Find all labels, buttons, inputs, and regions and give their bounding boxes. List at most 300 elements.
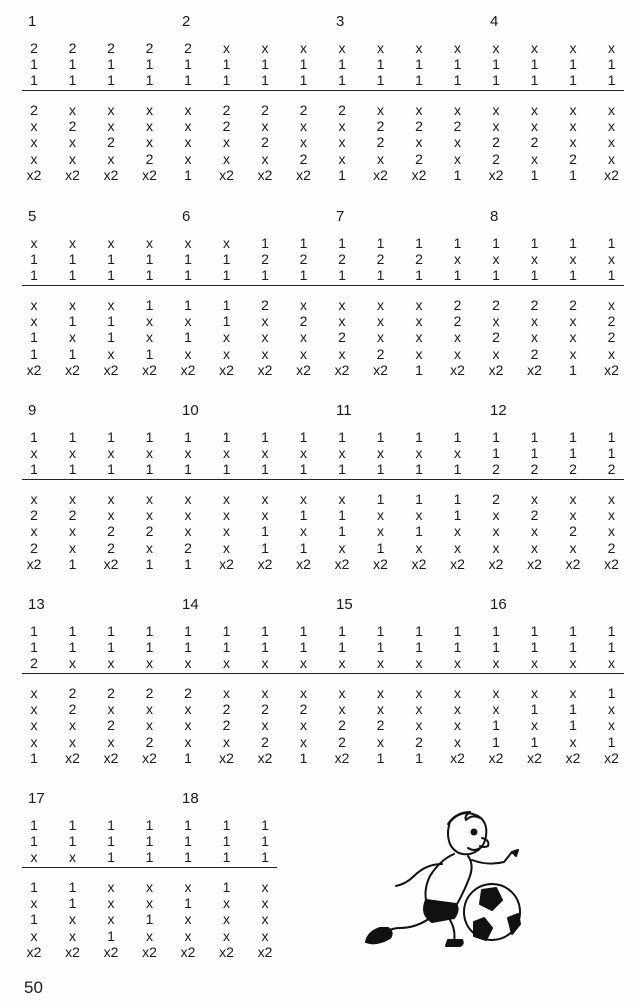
variant-sign-cell: x xyxy=(569,345,577,362)
variant-sign-cell: x xyxy=(338,297,346,313)
system-block xyxy=(0,209,640,399)
variant-sign-cell: x xyxy=(300,134,307,151)
variant-sign-cell: 2 xyxy=(338,102,346,118)
fixed-sign-cell: 1 xyxy=(184,267,192,284)
fixed-sign-cell: 1 xyxy=(145,849,154,866)
variant-sign-cell: x xyxy=(261,491,269,507)
fixed-sign-cell: 1 xyxy=(30,72,38,89)
fixed-sign-cell: 1 xyxy=(492,72,500,89)
variant-sign-cell: x xyxy=(569,313,577,330)
variant-sign-cell: 2 xyxy=(530,507,539,524)
fixed-sign-cell: x xyxy=(261,655,269,672)
fixed-sign-cell: x xyxy=(69,235,76,251)
fixed-sign-cell: 1 xyxy=(415,235,423,251)
fixed-sign-cell: 1 xyxy=(338,56,346,73)
fixed-sign-cell: 1 xyxy=(415,72,423,89)
variant-sign-cell: x xyxy=(107,150,115,167)
fixed-sign-cell: 1 xyxy=(222,623,231,639)
variant-sign-cell: x2 xyxy=(373,361,388,378)
variant-sign-cell: 2 xyxy=(299,150,308,167)
variant-sign-cell: x xyxy=(531,491,538,507)
variant-sign-cell: x xyxy=(223,345,230,362)
variant-sign-cell: x xyxy=(492,313,500,330)
variant-sign-cell: 1 xyxy=(338,523,346,540)
variant-sign-cell: x2 xyxy=(527,361,542,378)
variant-sign-cell: 1 xyxy=(569,701,577,718)
group-number: 2 xyxy=(182,13,191,30)
variant-sign-cell: x xyxy=(300,118,307,135)
group-number: 17 xyxy=(28,790,45,807)
variant-sign-cell: 2 xyxy=(30,539,38,556)
variant-sign-cell: 2 xyxy=(107,685,115,701)
variant-sign-cell: 2 xyxy=(415,118,423,135)
variant-sign-cell: 1 xyxy=(530,733,539,750)
variant-sign-cell: x xyxy=(531,539,538,556)
fixed-sign-cell: 1 xyxy=(338,639,346,656)
variant-sign-cell: x xyxy=(223,329,230,346)
variant-sign-cell: x2 xyxy=(296,555,311,572)
fixed-sign-cell: 1 xyxy=(492,235,500,251)
variant-sign-cell: x2 xyxy=(450,749,465,766)
variant-sign-cell: x xyxy=(377,523,384,540)
system-block xyxy=(0,14,640,204)
variant-sign-cell: x2 xyxy=(411,166,427,183)
variant-sign-cell: x2 xyxy=(26,361,42,378)
fixed-sign-cell: 1 xyxy=(184,461,192,478)
variant-sign-cell: x xyxy=(261,150,269,167)
fixed-sign-cell: 1 xyxy=(376,72,385,89)
variant-sign-cell: x xyxy=(608,717,615,734)
fixed-sign-cell: 1 xyxy=(222,429,231,445)
variant-sign-cell: x2 xyxy=(65,943,80,960)
fixed-sign-cell: 1 xyxy=(222,461,231,478)
variant-sign-cell: x xyxy=(107,895,115,912)
variant-sign-cell: x xyxy=(30,895,38,912)
fixed-sign-cell: 1 xyxy=(530,429,539,445)
variant-sign-cell: x xyxy=(415,685,423,701)
variant-sign-cell: 2 xyxy=(453,118,462,135)
variant-sign-cell: x xyxy=(146,134,153,151)
variant-sign-cell: x2 xyxy=(604,361,619,378)
variant-sign-cell: 1 xyxy=(530,701,539,718)
fixed-sign-cell: 1 xyxy=(299,639,308,656)
variant-sign-cell: 1 xyxy=(68,313,77,330)
variant-sign-cell: x xyxy=(454,539,461,556)
variant-sign-cell: x xyxy=(377,102,384,118)
fixed-sign-cell: x xyxy=(300,445,307,462)
fixed-sign-cell: x xyxy=(146,235,153,251)
variant-sign-cell: 2 xyxy=(569,297,577,313)
fixed-sign-cell: 2 xyxy=(107,40,115,56)
fixed-sign-cell: 1 xyxy=(453,56,462,73)
variant-sign-cell: x xyxy=(531,313,538,330)
variant-sign-cell: x2 xyxy=(103,361,119,378)
variant-sign-cell: x xyxy=(454,701,461,718)
fixed-sign-cell: 1 xyxy=(68,267,77,284)
variant-sign-cell: 1 xyxy=(30,345,38,362)
fixed-sign-cell: 1 xyxy=(530,235,539,251)
fixed-sign-cell: 1 xyxy=(415,639,423,656)
fixed-sign-cell: 1 xyxy=(261,817,269,833)
variant-sign-cell: x xyxy=(454,685,461,701)
variant-sign-cell: x xyxy=(261,313,269,330)
fixed-sign-cell: 1 xyxy=(569,623,577,639)
variant-sign-cell: 1 xyxy=(376,539,385,556)
fixed-sign-cell: 1 xyxy=(607,235,616,251)
variant-sign-cell: x xyxy=(146,329,153,346)
fixed-sign-cell: 2 xyxy=(30,40,38,56)
fixed-sign-cell: 1 xyxy=(569,429,577,445)
group-number: 18 xyxy=(182,790,199,807)
variant-sign-cell: x2 xyxy=(180,943,196,960)
variant-sign-cell: 2 xyxy=(453,313,462,330)
fixed-sign-cell: 2 xyxy=(68,40,77,56)
fixed-sign-cell: 1 xyxy=(145,72,154,89)
variant-sign-cell: x2 xyxy=(26,166,42,183)
fixed-sign-cell: 1 xyxy=(107,833,115,850)
fixed-sign-cell: x xyxy=(107,655,115,672)
fixed-sign-cell: 1 xyxy=(530,72,539,89)
fixed-sign-cell: 1 xyxy=(145,639,154,656)
variant-sign-cell: x2 xyxy=(604,166,619,183)
fixed-sign-cell: x xyxy=(454,655,461,672)
variant-sign-cell: 2 xyxy=(261,297,269,313)
variant-sign-cell: x xyxy=(184,717,192,734)
variant-sign-cell: x xyxy=(223,539,230,556)
fixed-sign-cell: x xyxy=(107,445,115,462)
variant-sign-cell: 2 xyxy=(68,685,77,701)
variant-sign-cell: x xyxy=(223,927,230,944)
variant-sign-cell: x xyxy=(377,685,384,701)
variant-sign-cell: 1 xyxy=(299,749,308,766)
fixed-sign-cell: x xyxy=(30,235,38,251)
group-number: 13 xyxy=(28,596,45,613)
variant-sign-cell: x xyxy=(608,491,615,507)
variant-sign-cell: x xyxy=(338,118,346,135)
variant-sign-cell: x xyxy=(531,523,538,540)
variant-sign-cell: x xyxy=(415,329,423,346)
variant-sign-cell: x xyxy=(261,685,269,701)
group-number: 11 xyxy=(336,402,352,419)
fixed-sign-cell: 2 xyxy=(492,461,500,478)
variant-sign-cell: x xyxy=(69,539,76,556)
fixed-sign-cell: 1 xyxy=(145,833,154,850)
fixed-sign-cell: 1 xyxy=(261,849,269,866)
fixed-sign-cell: 1 xyxy=(607,267,616,284)
variant-sign-cell: 2 xyxy=(492,134,500,151)
variant-sign-cell: x xyxy=(454,134,461,151)
variant-sign-cell: 2 xyxy=(338,733,346,750)
fixed-sign-cell: 1 xyxy=(569,267,577,284)
fixed-sign-cell: x xyxy=(415,655,423,672)
fixed-sign-cell: 1 xyxy=(30,56,38,73)
fixed-sign-cell: 1 xyxy=(107,267,115,284)
variant-sign-cell: 1 xyxy=(338,166,346,183)
fixed-sign-cell: 1 xyxy=(607,429,616,445)
group-number: 3 xyxy=(336,13,345,30)
fixed-sign-cell: x xyxy=(223,235,230,251)
variant-sign-cell: x xyxy=(338,701,346,718)
fixed-sign-cell: 1 xyxy=(222,833,231,850)
divider-rule xyxy=(22,285,624,286)
fixed-sign-cell: 1 xyxy=(338,623,346,639)
fixed-sign-cell: 1 xyxy=(107,461,115,478)
variant-sign-cell: x xyxy=(492,102,500,118)
variant-sign-cell: x xyxy=(184,733,192,750)
variant-sign-cell: x xyxy=(107,102,115,118)
variant-sign-cell: x xyxy=(492,507,500,524)
fixed-sign-cell: 1 xyxy=(299,56,308,73)
variant-sign-cell: x xyxy=(569,491,577,507)
fixed-sign-cell: 1 xyxy=(299,623,308,639)
variant-sign-cell: 1 xyxy=(569,717,577,734)
variant-sign-cell: 2 xyxy=(299,102,308,118)
variant-sign-cell: 1 xyxy=(530,166,539,183)
variant-sign-cell: 2 xyxy=(492,329,500,346)
variant-sign-cell: 2 xyxy=(222,701,231,718)
variant-sign-cell: x xyxy=(30,717,38,734)
variant-sign-cell: 1 xyxy=(299,539,308,556)
variant-sign-cell: x xyxy=(300,733,307,750)
fixed-sign-cell: x xyxy=(454,40,461,56)
variant-sign-cell: 2 xyxy=(376,134,385,151)
variant-sign-cell: 2 xyxy=(569,523,577,540)
fixed-sign-cell: 1 xyxy=(376,235,385,251)
fixed-sign-cell: 1 xyxy=(607,445,616,462)
fixed-sign-cell: 1 xyxy=(261,267,269,284)
fixed-sign-cell: 1 xyxy=(530,445,539,462)
variant-sign-cell: 1 xyxy=(607,733,616,750)
fixed-sign-cell: 2 xyxy=(261,251,269,268)
fixed-sign-cell: x xyxy=(531,40,538,56)
variant-sign-cell: x2 xyxy=(488,361,504,378)
variant-sign-cell: x xyxy=(146,701,153,718)
fixed-sign-cell: 1 xyxy=(222,267,231,284)
variant-sign-cell: 2 xyxy=(492,491,500,507)
fixed-sign-cell: x xyxy=(454,445,461,462)
variant-sign-cell: 2 xyxy=(607,313,616,330)
variant-sign-cell: x xyxy=(107,491,115,507)
variant-sign-cell: 2 xyxy=(530,134,539,151)
variant-sign-cell: x xyxy=(531,717,538,734)
fixed-sign-cell: x xyxy=(223,655,230,672)
variant-sign-cell: 1 xyxy=(107,329,115,346)
variant-sign-cell: x xyxy=(223,895,230,912)
variant-sign-cell: x xyxy=(415,701,423,718)
variant-sign-cell: x xyxy=(415,102,423,118)
variant-sign-cell: x xyxy=(146,927,153,944)
fixed-sign-cell: 1 xyxy=(338,461,346,478)
fixed-sign-cell: 1 xyxy=(261,429,269,445)
variant-sign-cell: x xyxy=(608,507,615,524)
variant-sign-cell: x xyxy=(107,733,115,750)
variant-sign-cell: x xyxy=(184,879,192,895)
fixed-sign-cell: 1 xyxy=(376,429,385,445)
fixed-sign-cell: 1 xyxy=(30,429,38,445)
fixed-sign-cell: 1 xyxy=(145,251,154,268)
fixed-sign-cell: 1 xyxy=(376,639,385,656)
variant-sign-cell: 1 xyxy=(299,507,308,524)
fixed-sign-cell: 1 xyxy=(492,267,500,284)
fixed-sign-cell: x xyxy=(492,251,500,268)
variant-sign-cell: x2 xyxy=(604,749,619,766)
fixed-sign-cell: x xyxy=(30,849,38,866)
fixed-sign-cell: 1 xyxy=(376,461,385,478)
variant-sign-cell: x xyxy=(415,539,423,556)
variant-sign-cell: 1 xyxy=(453,491,462,507)
variant-sign-cell: x xyxy=(300,685,307,701)
fixed-sign-cell: 2 xyxy=(415,251,423,268)
variant-sign-cell: x2 xyxy=(219,555,234,572)
variant-sign-cell: 1 xyxy=(415,749,423,766)
variant-sign-cell: x xyxy=(531,685,538,701)
fixed-sign-cell: 1 xyxy=(492,429,500,445)
variant-sign-cell: 1 xyxy=(107,313,115,330)
variant-sign-cell: 2 xyxy=(299,313,308,330)
variant-sign-cell: x xyxy=(300,345,307,362)
variant-sign-cell: x xyxy=(300,717,307,734)
variant-sign-cell: x2 xyxy=(103,943,119,960)
fixed-sign-cell: x xyxy=(69,655,76,672)
variant-sign-cell: x xyxy=(30,733,38,750)
variant-sign-cell: x xyxy=(569,507,577,524)
variant-sign-cell: x xyxy=(492,118,500,135)
variant-sign-cell: x2 xyxy=(411,555,427,572)
divider-rule xyxy=(22,673,624,674)
variant-sign-cell: 1 xyxy=(184,555,192,572)
variant-sign-cell: 1 xyxy=(415,361,423,378)
fixed-sign-cell: 1 xyxy=(569,639,577,656)
variant-sign-cell: 2 xyxy=(107,523,115,540)
variant-sign-cell: 1 xyxy=(492,733,500,750)
variant-sign-cell: 1 xyxy=(222,313,231,330)
variant-sign-cell: x xyxy=(69,733,76,750)
variant-sign-cell: x xyxy=(184,491,192,507)
fixed-sign-cell: 1 xyxy=(184,849,192,866)
group-number: 6 xyxy=(182,208,191,225)
fixed-sign-cell: 1 xyxy=(107,623,115,639)
variant-sign-cell: x2 xyxy=(257,555,273,572)
variant-sign-cell: 1 xyxy=(30,749,38,766)
fixed-sign-cell: 1 xyxy=(299,267,308,284)
fixed-sign-cell: x xyxy=(184,655,192,672)
variant-sign-cell: 1 xyxy=(145,555,154,572)
variant-sign-cell: x xyxy=(531,102,538,118)
fixed-sign-cell: 1 xyxy=(569,445,577,462)
variant-sign-cell: x xyxy=(184,150,192,167)
variant-sign-cell: x xyxy=(184,701,192,718)
variant-sign-cell: 2 xyxy=(222,118,231,135)
variant-sign-cell: x xyxy=(30,118,38,135)
variant-sign-cell: x2 xyxy=(142,749,157,766)
variant-sign-cell: x xyxy=(261,329,269,346)
fixed-sign-cell: 1 xyxy=(569,56,577,73)
fixed-sign-cell: 1 xyxy=(607,56,616,73)
fixed-sign-cell: x xyxy=(608,251,615,268)
variant-sign-cell: x2 xyxy=(219,749,234,766)
variant-sign-cell: x2 xyxy=(26,555,42,572)
variant-sign-cell: x xyxy=(30,313,38,330)
variant-sign-cell: x xyxy=(107,507,115,524)
fixed-sign-cell: 1 xyxy=(607,623,616,639)
variant-sign-cell: x xyxy=(69,297,76,313)
fixed-sign-cell: 1 xyxy=(453,429,462,445)
group-number: 14 xyxy=(182,596,199,613)
variant-sign-cell: 2 xyxy=(222,717,231,734)
variant-sign-cell: 1 xyxy=(453,166,462,183)
fixed-sign-cell: 1 xyxy=(68,639,77,656)
variant-sign-cell: 1 xyxy=(338,507,346,524)
variant-sign-cell: x xyxy=(377,313,384,330)
variant-sign-cell: x2 xyxy=(257,361,273,378)
variant-sign-cell: x2 xyxy=(488,555,504,572)
fixed-sign-cell: 1 xyxy=(222,849,231,866)
variant-sign-cell: x xyxy=(69,102,76,118)
variant-sign-cell: x xyxy=(184,313,192,330)
variant-sign-cell: 2 xyxy=(107,134,115,151)
fixed-sign-cell: x xyxy=(569,655,577,672)
variant-sign-cell: 1 xyxy=(222,297,231,313)
variant-sign-cell: x2 xyxy=(565,555,581,572)
variant-sign-cell: 2 xyxy=(453,297,462,313)
fixed-sign-cell: 1 xyxy=(68,56,77,73)
variant-sign-cell: x xyxy=(30,927,38,944)
fixed-sign-cell: 1 xyxy=(145,623,154,639)
fixed-sign-cell: 1 xyxy=(222,817,231,833)
variant-sign-cell: x xyxy=(223,150,230,167)
fixed-sign-cell: x xyxy=(300,40,307,56)
fixed-sign-cell: x xyxy=(454,251,461,268)
variant-sign-cell: x xyxy=(184,911,192,928)
fixed-sign-cell: x xyxy=(184,445,192,462)
variant-sign-cell: x2 xyxy=(527,749,542,766)
fixed-sign-cell: 1 xyxy=(299,72,308,89)
group-number: 16 xyxy=(490,596,507,613)
variant-sign-cell: x xyxy=(415,313,423,330)
variant-sign-cell: 2 xyxy=(415,733,423,750)
fixed-sign-cell: 1 xyxy=(184,251,192,268)
variant-sign-cell: x xyxy=(338,345,346,362)
fixed-sign-cell: 1 xyxy=(338,235,346,251)
fixed-sign-cell: x xyxy=(184,235,192,251)
fixed-sign-cell: x xyxy=(569,40,577,56)
variant-sign-cell: x xyxy=(107,297,115,313)
fixed-sign-cell: 1 xyxy=(222,72,231,89)
fixed-sign-cell: 1 xyxy=(261,639,269,656)
fixed-sign-cell: 1 xyxy=(145,56,154,73)
variant-sign-cell: x xyxy=(184,507,192,524)
variant-sign-cell: x xyxy=(300,329,307,346)
variant-sign-cell: x xyxy=(608,150,615,167)
variant-sign-cell: x2 xyxy=(527,555,542,572)
fixed-sign-cell: 2 xyxy=(607,461,616,478)
fixed-sign-cell: 2 xyxy=(376,251,385,268)
variant-sign-cell: x xyxy=(338,539,346,556)
variant-sign-cell: x xyxy=(223,685,230,701)
variant-sign-cell: x xyxy=(184,523,192,540)
fixed-sign-cell: 1 xyxy=(145,817,154,833)
fixed-sign-cell: 1 xyxy=(453,72,462,89)
variant-sign-cell: x xyxy=(377,297,384,313)
fixed-sign-cell: 1 xyxy=(30,833,38,850)
variant-sign-cell: x xyxy=(492,685,500,701)
variant-sign-cell: x xyxy=(69,491,76,507)
fixed-sign-cell: 1 xyxy=(453,639,462,656)
fixed-sign-cell: x xyxy=(377,655,384,672)
variant-sign-cell: x2 xyxy=(103,749,119,766)
fixed-sign-cell: x xyxy=(69,445,76,462)
variant-sign-cell: x xyxy=(146,102,153,118)
